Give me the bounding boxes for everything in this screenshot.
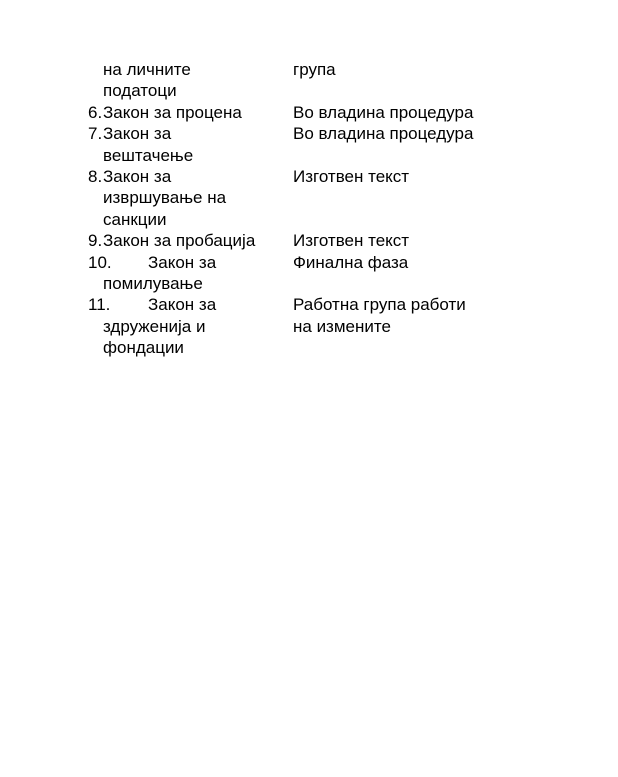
law-line: извршување на	[103, 188, 227, 208]
law-line: Закон за	[148, 295, 217, 315]
item-number: 6.	[88, 102, 103, 122]
item-number: 10.	[88, 252, 112, 272]
law-line: податоци	[103, 81, 177, 101]
law-status	[293, 123, 473, 144]
item-number: 11.	[88, 295, 111, 315]
status-line: Во владина процедура	[293, 124, 474, 144]
law-line: фондации	[103, 338, 184, 358]
law-status	[293, 166, 409, 187]
law-status	[293, 102, 473, 123]
list-item-11	[88, 294, 598, 358]
status-line: Работна група работи	[293, 295, 466, 315]
status-line: Финална фаза	[293, 252, 409, 272]
status-line: на измените	[293, 316, 391, 336]
list-item-8	[88, 166, 598, 230]
status-line: Изготвен текст	[293, 167, 410, 187]
law-line: Закон за	[148, 252, 217, 272]
law-status	[293, 294, 466, 337]
item-number: 7.	[88, 124, 103, 144]
law-line: Закон за процена	[103, 102, 242, 122]
list-item-10	[88, 252, 598, 295]
law-line: помилување	[103, 274, 203, 294]
item-number: 8.	[88, 167, 103, 187]
law-status	[293, 59, 336, 80]
list-item-7	[88, 123, 598, 166]
law-line: Закон за	[103, 167, 172, 187]
list-item-6	[88, 102, 598, 123]
law-name	[103, 59, 598, 102]
law-line: Закон за пробација	[103, 231, 256, 251]
law-status	[293, 252, 408, 273]
law-line: здруженија и	[103, 316, 206, 336]
law-line: санкции	[103, 209, 167, 229]
law-line: вештачење	[103, 145, 194, 165]
list-item-5-continued	[88, 59, 598, 102]
status-line: група	[293, 60, 336, 79]
law-line: на личните	[103, 60, 191, 79]
list-item-9	[88, 230, 598, 251]
law-status-list	[88, 59, 598, 359]
status-line: Во владина процедура	[293, 102, 474, 122]
status-line: Изготвен текст	[293, 231, 410, 251]
item-number: 9.	[88, 231, 103, 251]
law-status	[293, 230, 409, 251]
law-line: Закон за	[103, 124, 172, 144]
